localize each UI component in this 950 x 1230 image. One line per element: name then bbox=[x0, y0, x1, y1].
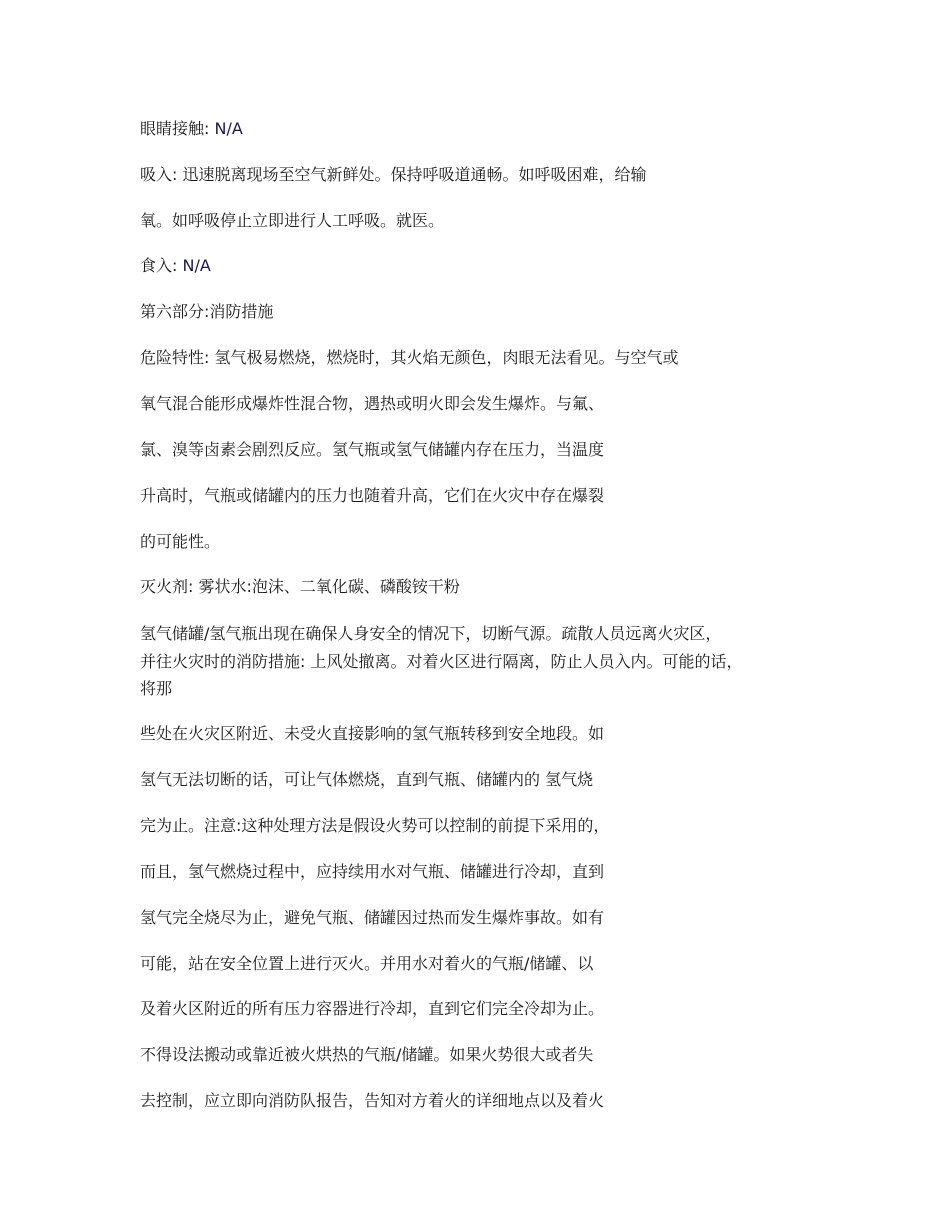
extinguishing-agent-line: 灭火剂: 雾状水:泡沫、二氧化碳、磷酸铵干粉 bbox=[140, 577, 460, 596]
hazard-line-3: 氯、溴等卤素会剧烈反应。氢气瓶或氢气储罐内存在压力，当温度 bbox=[140, 440, 605, 459]
measures-line-4: 而且，氢气燃烧过程中，应持续用水对气瓶、储罐进行冷却，直到 bbox=[140, 862, 605, 881]
measures-line-1: 些处在火灾区附近、未受火直接影响的氢气瓶转移到安全地段。如 bbox=[140, 724, 605, 743]
hazard-line-5: 的可能性。 bbox=[140, 532, 221, 551]
measures-line-7: 及着火区附近的所有压力容器进行冷却，直到它们完全冷却为止。 bbox=[140, 999, 605, 1018]
measures-line-8: 不得设法搬动或靠近被火烘热的气瓶/储罐。如果火势很大或者失 bbox=[140, 1045, 594, 1064]
ingestion-value: N/A bbox=[182, 256, 211, 275]
measures-line-9: 去控制，应立即向消防队报告，告知对方着火的详细地点以及着火 bbox=[140, 1091, 605, 1110]
fire-measures-paragraph-line-3: 将那 bbox=[140, 679, 173, 698]
inhalation-line-1: 吸入: 迅速脱离现场至空气新鲜处。保持呼吸道通畅。如呼吸困难，给输 bbox=[140, 165, 647, 184]
measures-line-2: 氢气无法切断的话，可让气体燃烧，直到气瓶、储罐内的 氢气烧 bbox=[140, 770, 594, 789]
hazard-line-4: 升高时，气瓶或储罐内的压力也随着升高，它们在火灾中存在爆裂 bbox=[140, 486, 605, 505]
inhalation-line-2: 氧。如呼吸停止立即进行人工呼吸。就医。 bbox=[140, 211, 445, 230]
fire-measures-paragraph-line-2: 并往火灾时的消防措施: 上风处撤离。对着火区进行隔离，防止人员入内。可能的话， bbox=[140, 652, 743, 671]
fire-measures-paragraph-line-1: 氢气储罐/氢气瓶出现在确保人身安全的情况下，切断气源。疏散人员远离火灾区， bbox=[140, 624, 722, 643]
section-six-heading: 第六部分:消防措施 bbox=[140, 302, 274, 321]
eye-contact-value: N/A bbox=[214, 119, 243, 138]
measures-line-3: 完为止。注意:这种处理方法是假设火势可以控制的前提下采用的， bbox=[140, 816, 610, 835]
measures-line-6: 可能，站在安全位置上进行灭火。并用水对着火的气瓶/储罐、以 bbox=[140, 954, 594, 973]
eye-contact-label: 眼睛接触: bbox=[140, 119, 215, 138]
measures-line-5: 氢气完全烧尽为止，避免气瓶、储罐因过热而发生爆炸事故。如有 bbox=[140, 908, 605, 927]
hazard-line-2: 氧气混合能形成爆炸性混合物，遇热或明火即会发生爆炸。与氟、 bbox=[140, 394, 605, 413]
hazard-line-1: 危险特性: 氢气极易燃烧，燃烧时，其火焰无颜色，肉眼无法看见。与空气或 bbox=[140, 348, 679, 367]
ingestion-line bbox=[140, 256, 211, 276]
ingestion-label: 食入: bbox=[140, 256, 183, 275]
eye-contact-line bbox=[140, 119, 243, 139]
